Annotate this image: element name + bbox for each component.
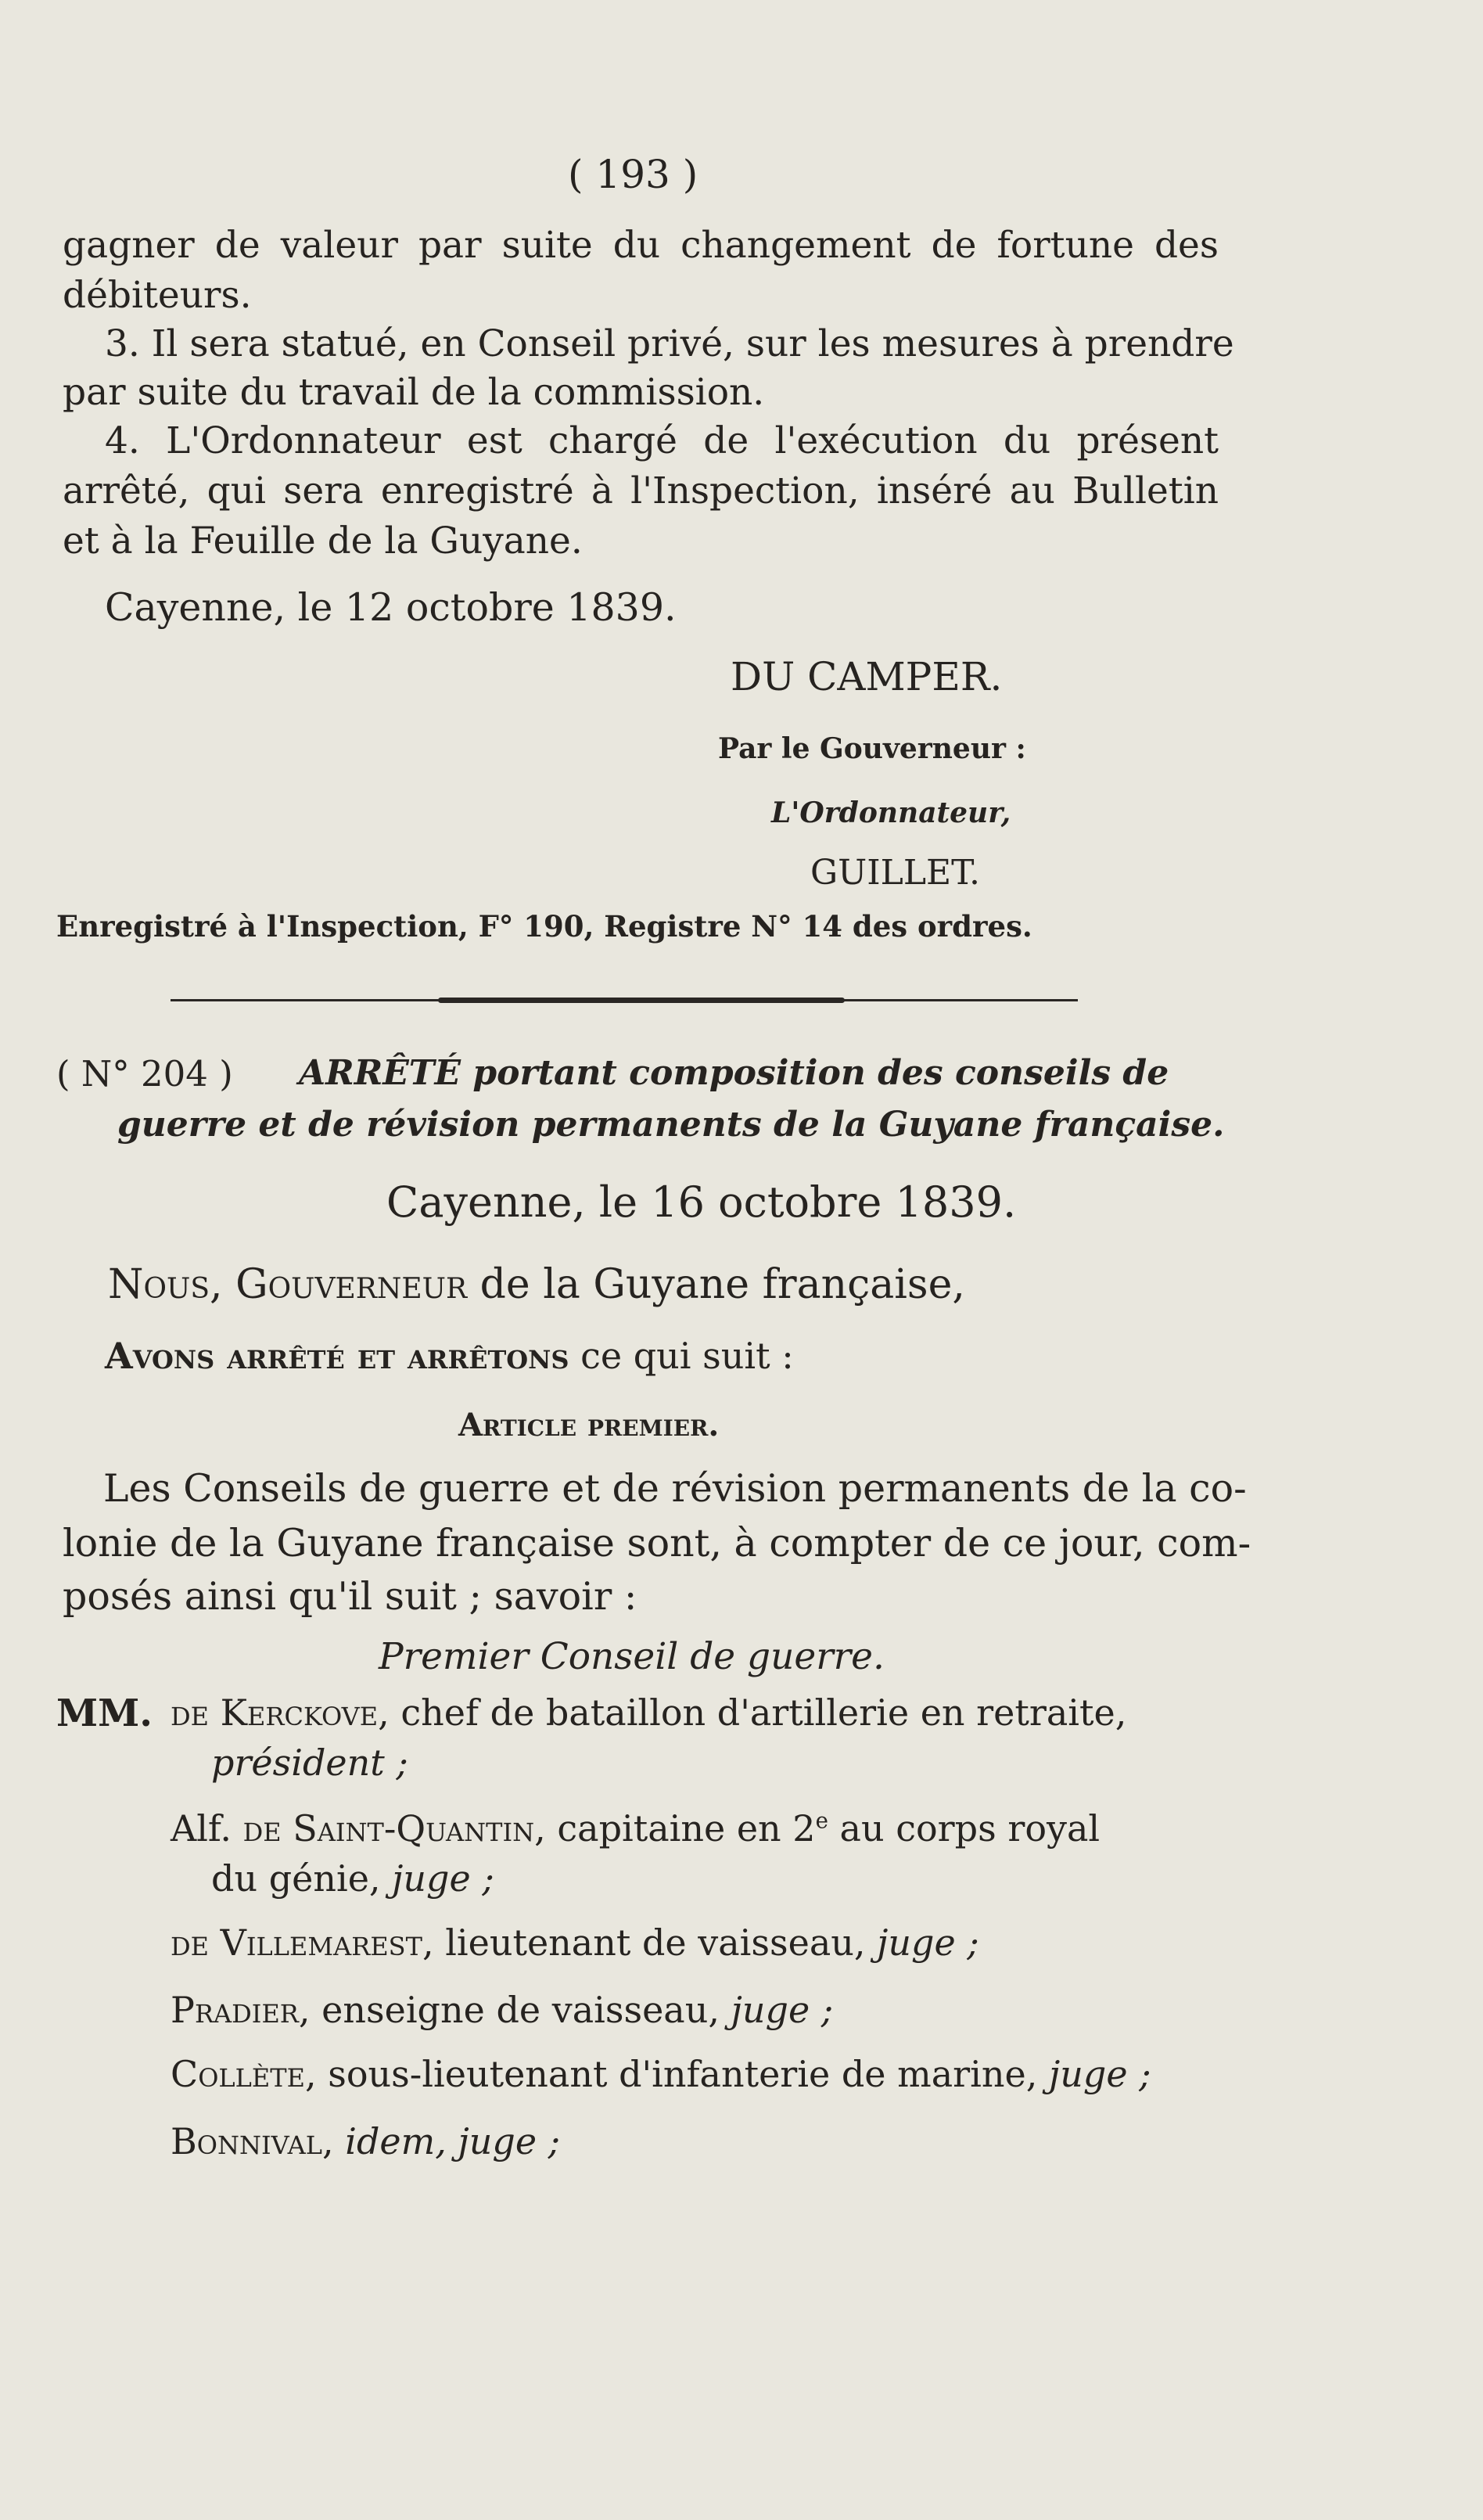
member-line bbox=[211, 1857, 494, 1900]
decree-number: ( N° 204 ) bbox=[56, 1053, 233, 1095]
member-idem: idem bbox=[345, 2120, 436, 2162]
article-4-line: arrêté, qui sera enregistré à l'Inspection, inséré au Bulletin bbox=[63, 469, 1219, 512]
member-line bbox=[171, 1989, 834, 2031]
member-line bbox=[171, 1921, 979, 1964]
nous-rest: de la Guyane française, bbox=[479, 1261, 965, 1308]
member-rank-sup: e bbox=[815, 1807, 828, 1834]
member-rank: du génie, bbox=[211, 1857, 393, 1900]
member-line bbox=[171, 2053, 1151, 2095]
avons-rest: ce qui suit : bbox=[580, 1335, 794, 1377]
member-name: Collète bbox=[171, 2053, 305, 2095]
text-line: débiteurs. bbox=[63, 274, 252, 317]
body-line: lonie de la Guyane française sont, à compter de ce jour, com- bbox=[63, 1521, 1251, 1566]
ordonnateur-title: L'Ordonnateur, bbox=[771, 796, 1011, 829]
nous-gouverneur: Nous, Gouverneur bbox=[108, 1261, 468, 1308]
decree-date: Cayenne, le 16 octobre 1839. bbox=[386, 1177, 1017, 1227]
member-rank-end: au corps royal bbox=[828, 1807, 1101, 1850]
registration-note: Enregistré à l'Inspection, F° 190, Registre N° 14 des ordres. bbox=[56, 909, 1032, 944]
member-line bbox=[171, 2120, 561, 2162]
member-rank: , enseigne de vaisseau, bbox=[298, 1989, 731, 2031]
preamble-avons bbox=[105, 1335, 794, 1377]
member-line bbox=[171, 1691, 1127, 1734]
text-line: gagner de valeur par suite du changement de fortune des bbox=[63, 224, 1219, 267]
member-name: Bonnival bbox=[171, 2120, 322, 2162]
signing-date: Cayenne, le 12 octobre 1839. bbox=[105, 585, 677, 630]
decree-title-line: guerre et de révision permanents de la Guyane française. bbox=[117, 1105, 1225, 1145]
member-prefix: Alf. bbox=[171, 1807, 232, 1850]
page-number: ( 193 ) bbox=[568, 152, 698, 197]
member-role: , juge ; bbox=[435, 2120, 561, 2162]
mm-label: MM. bbox=[56, 1691, 153, 1735]
member-name: de Saint-Quantin bbox=[242, 1807, 535, 1850]
ordonnateur-name: GUILLET. bbox=[810, 853, 981, 893]
article-4-line: et à la Feuille de la Guyane. bbox=[63, 519, 583, 563]
body-line: Les Conseils de guerre et de révision permanents de la co- bbox=[103, 1466, 1247, 1511]
member-name: de Kerckove bbox=[171, 1691, 379, 1734]
council-heading: Premier Conseil de guerre. bbox=[379, 1635, 885, 1678]
member-rank: , sous-lieutenant d'infanterie de marine, bbox=[305, 2053, 1049, 2095]
member-role: juge ; bbox=[731, 1989, 834, 2031]
separator-rule-ornament bbox=[438, 998, 845, 1003]
member-rank: , lieutenant de vaisseau, bbox=[422, 1921, 878, 1964]
member-name: de Villemarest bbox=[171, 1921, 422, 1964]
article-3-line: par suite du travail de la commission. bbox=[63, 371, 765, 414]
member-name: Pradier bbox=[171, 1989, 299, 2031]
member-role: juge ; bbox=[877, 1921, 979, 1964]
member-role: juge ; bbox=[1048, 2053, 1151, 2095]
decree-title-line: ARRÊTÉ portant composition des conseils de bbox=[299, 1053, 1169, 1093]
member-role: président ; bbox=[211, 1742, 408, 1784]
member-line bbox=[171, 1807, 1101, 1850]
member-rank: , bbox=[321, 2120, 346, 2162]
article-4-line: 4. L'Ordonnateur est chargé de l'exécution du présent bbox=[105, 419, 1219, 462]
body-line: posés ainsi qu'il suit ; savoir : bbox=[63, 1574, 637, 1619]
article-3-line: 3. Il sera statué, en Conseil privé, sur les mesures à prendre bbox=[105, 322, 1234, 365]
member-role: juge ; bbox=[392, 1857, 494, 1900]
preamble-nous bbox=[108, 1261, 965, 1308]
signature-name: DU CAMPER. bbox=[731, 654, 1003, 699]
par-le-gouverneur: Par le Gouverneur : bbox=[718, 732, 1026, 765]
member-rank: , capitaine en 2 bbox=[534, 1807, 816, 1850]
member-rank: , chef de bataillon d'artillerie en retraite, bbox=[378, 1691, 1127, 1734]
avons-arrete: Avons arrêté et arrêtons bbox=[105, 1335, 569, 1377]
article-heading: Article premier. bbox=[458, 1407, 720, 1443]
